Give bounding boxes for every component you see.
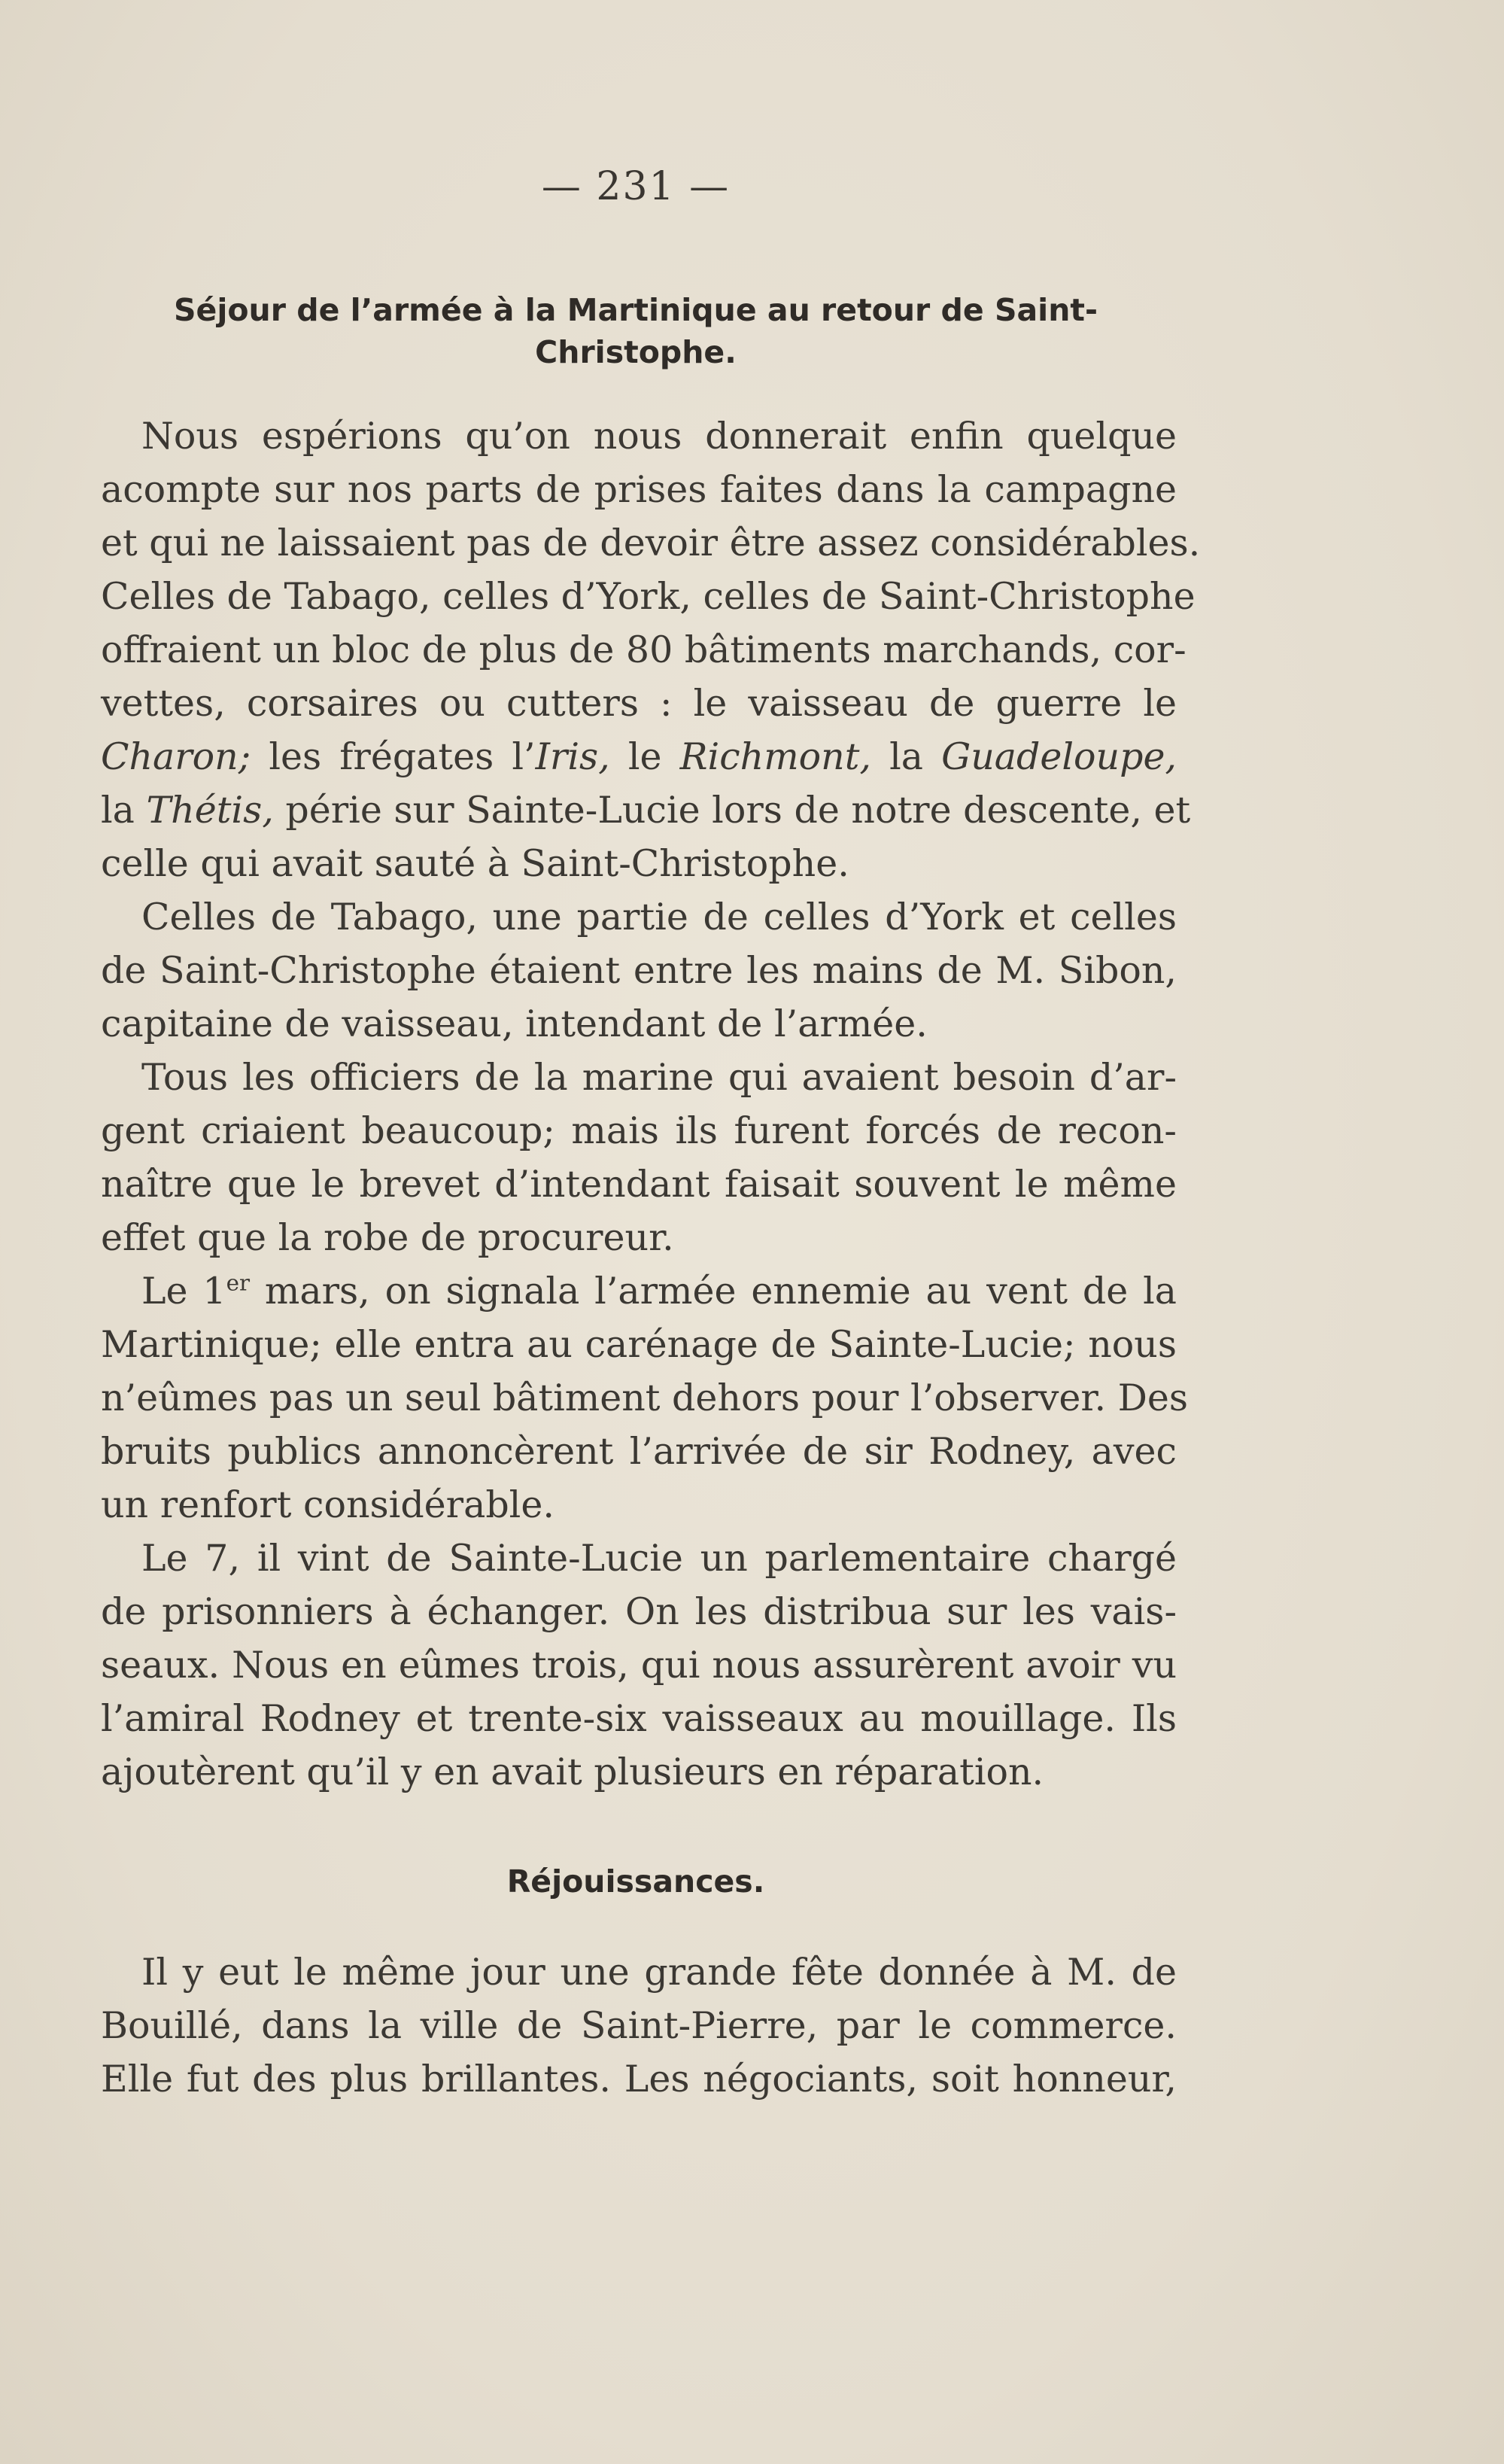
text-line: l’amiral Rodney et trente-six vaisseaux au mouillage. Ils bbox=[101, 1697, 1177, 1740]
text-line: et qui ne laissaient pas de devoir être assez considérables. bbox=[101, 522, 1201, 564]
text-line: Celles de Tabago, celles d’York, celles de Saint-Christophe bbox=[101, 575, 1196, 618]
ship-name: Thétis, bbox=[146, 789, 274, 832]
ship-name: Charon; bbox=[101, 735, 251, 778]
text-line: ajoutèrent qu’il y en avait plusieurs en réparation. bbox=[101, 1751, 1044, 1793]
text-fragment: les frégates l’ bbox=[251, 735, 536, 778]
heading-line: Séjour de l’armée à la Martinique au retour de Saint- bbox=[173, 292, 1098, 328]
text-fragment: périe sur Sainte-Lucie lors de notre descente, et bbox=[273, 789, 1191, 832]
text-line: Martinique; elle entra au carénage de Sainte-Lucie; nous bbox=[101, 1323, 1177, 1366]
text-line: Il y eut le même jour une grande fête donnée à M. de bbox=[141, 1951, 1177, 1994]
page-number: — 231 — bbox=[541, 164, 731, 209]
text-fragment: la bbox=[870, 735, 942, 778]
text-line: Le 7, il vint de Sainte-Lucie un parlementaire chargé bbox=[141, 1537, 1177, 1580]
text-line: Celles de Tabago, une partie de celles d’York et celles bbox=[141, 896, 1177, 938]
text-line: vettes, corsaires ou cutters : le vaisseau de guerre le bbox=[101, 682, 1177, 725]
heading-line: Réjouissances. bbox=[506, 1863, 765, 1900]
paragraph-parlementaire bbox=[101, 1532, 1177, 1799]
text-line: acompte sur nos parts de prises faites dans la campagne bbox=[101, 468, 1177, 511]
text-fragment: le bbox=[609, 735, 680, 778]
paragraph-officiers bbox=[101, 1051, 1177, 1264]
ship-name: Guadeloupe, bbox=[941, 735, 1177, 778]
ship-name: Richmont, bbox=[679, 735, 871, 778]
text-line: Nous espérions qu’on nous donnerait enfin quelque bbox=[141, 415, 1177, 458]
ship-name: Iris, bbox=[535, 735, 610, 778]
text-fragment: la bbox=[101, 789, 147, 832]
text-line: offraient un bloc de plus de 80 bâtiments marchands, cor- bbox=[101, 628, 1186, 671]
text-line: naître que le brevet d’intendant faisait souvent le même bbox=[101, 1163, 1177, 1206]
text-line: n’eûmes pas un seul bâtiment dehors pour l’observer. Des bbox=[101, 1376, 1189, 1419]
text-line: capitaine de vaisseau, intendant de l’armée. bbox=[101, 1002, 928, 1045]
text-line: Bouillé, dans la ville de Saint-Pierre, par le commerce. bbox=[101, 2004, 1177, 2047]
text-line: celle qui avait sauté à Saint-Christophe. bbox=[101, 842, 849, 885]
paragraph-parts-de-prises bbox=[101, 409, 1201, 890]
text-line bbox=[101, 783, 1191, 837]
text-fragment: mars, on signala l’armée ennemie au vent de la bbox=[250, 1270, 1177, 1313]
section-heading-sejour bbox=[98, 289, 1174, 373]
superscript: er bbox=[226, 1270, 251, 1296]
text-line: de Saint-Christophe étaient entre les mains de M. Sibon, bbox=[101, 949, 1177, 992]
text-line: un renfort considérable. bbox=[101, 1483, 555, 1526]
text-line: bruits publics annoncèrent l’arrivée de sir Rodney, avec bbox=[101, 1430, 1177, 1473]
text-line bbox=[101, 730, 1177, 783]
paragraph-premier-mars bbox=[101, 1264, 1189, 1532]
text-line: Elle fut des plus brillantes. Les négociants, soit honneur, bbox=[101, 2058, 1177, 2100]
text-line: gent criaient beaucoup; mais ils furent forcés de recon- bbox=[101, 1109, 1177, 1152]
paragraph-fete bbox=[101, 1945, 1177, 2106]
section-heading-rejouissances bbox=[98, 1860, 1174, 1903]
paragraph-sibon bbox=[101, 890, 1177, 1051]
text-line: Tous les officiers de la marine qui avaient besoin d’ar- bbox=[141, 1056, 1177, 1099]
text-line bbox=[101, 1264, 1177, 1318]
text-line: effet que la robe de procureur. bbox=[101, 1216, 674, 1259]
text-line: seaux. Nous en eûmes trois, qui nous assurèrent avoir vu bbox=[101, 1644, 1177, 1687]
text-fragment: Le 1 bbox=[141, 1270, 226, 1313]
heading-line: Christophe. bbox=[535, 334, 737, 370]
text-line: de prisonniers à échanger. On les distribua sur les vais- bbox=[101, 1590, 1177, 1633]
